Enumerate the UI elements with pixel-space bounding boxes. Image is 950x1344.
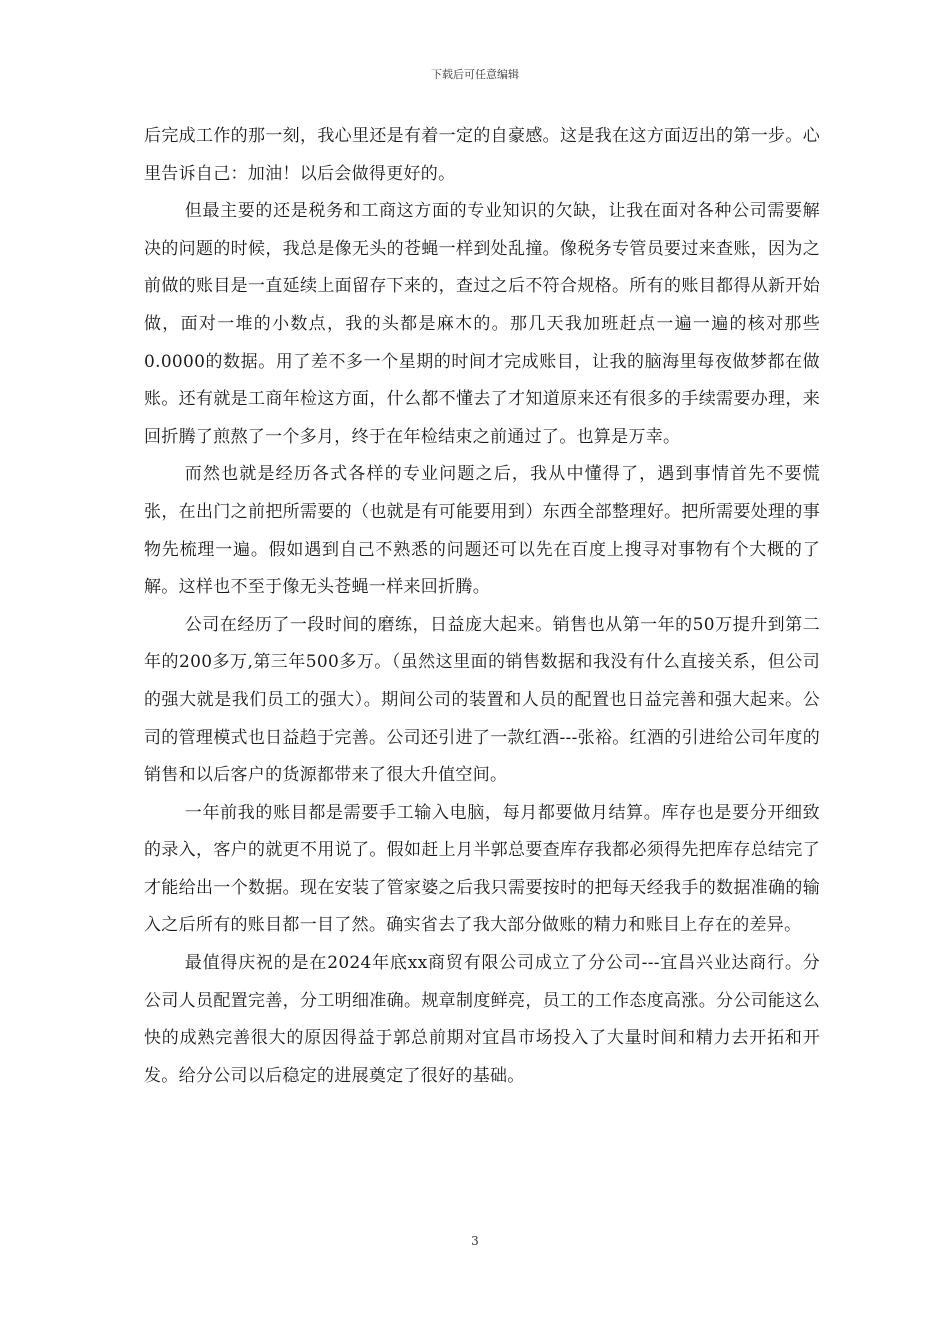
paragraph-tax-knowledge: 但最主要的还是税务和工商这方面的专业知识的欠缺，让我在面对各种公司需要解决的问题的时候，我总是像无头的苍蝇一样到处乱撞。像税务专管员要过来查账，因为之前做的账目是一直延续上面留存下来的，查过之后不符合规格。所有的账目都得从新开始做，面对一堆的小数点，我的头都是麻木的。那几天我加班赶点一遍一遍的核对那些0.0000的数据。用了差不多一个星期的时间才完成账目，让我的脑海里每夜做梦都在做账。还有就是工商年检这方面，什么都不懂去了才知道原来还有很多的手续需要办理，来回折腾了煎熬了一个多月，终于在年检结束之前通过了。也算是万幸。 bbox=[144, 201, 820, 447]
page-number: 3 bbox=[471, 1234, 479, 1248]
paragraph-continued: 后完成工作的那一刻，我心里还是有着一定的自豪感。这是我在这方面迈出的第一步。心里告诉自己：加油！以后会做得更好的。 bbox=[144, 126, 820, 184]
page-header: 下载后可任意编辑 bbox=[431, 68, 519, 81]
paragraph-accounting: 一年前我的账目都是需要手工输入电脑，每月都要做月结算。库存也是要分开细致的录入，客户的就更不用说了。假如赶上月半郭总要查库存我都必须得先把库存总结完了才能给出一个数据。现在安装了管家婆之后我只需要按时的把每天经我手的数据准确的输入之后所有的账目都一目了然。确实省去了我大部分做账的精力和账目上存在的差异。 bbox=[144, 802, 820, 936]
document-body bbox=[144, 118, 820, 1095]
paragraph-company-growth: 公司在经历了一段时间的磨练，日益庞大起来。销售也从第一年的50万提升到第二年的200多万,第三年500多万。（虽然这里面的销售数据和我没有什么直接关系，但公司的强大就是我们员工的强大）。期间公司的装置和人员的配置也日益完善和强大起来。公司的管理模式也日益趋于完善。公司还引进了一款红酒---张裕。红酒的引进给公司年度的销售和以后客户的货源都带来了很大升值空间。 bbox=[144, 614, 820, 786]
paragraph-branch: 最值得庆祝的是在2024年底xx商贸有限公司成立了分公司---宜昌兴业达商行。分公司人员配置完善，分工明细准确。规章制度鲜亮，员工的工作态度高涨。分公司能这么快的成熟完善很大的原因得益于郭总前期对宜昌市场投入了大量时间和精力去开拓和开发。给分公司以后稳定的进展奠定了很好的基础。 bbox=[144, 953, 820, 1086]
paragraph-lessons: 而然也就是经历各式各样的专业问题之后，我从中懂得了，遇到事情首先不要慌张，在出门之前把所需要的（也就是有可能要用到）东西全部整理好。把所需要处理的事物先梳理一遍。假如遇到自己不熟悉的问题还可以先在百度上搜寻对事物有个大概的了解。这样也不至于像无头苍蝇一样来回折腾。 bbox=[144, 464, 820, 598]
